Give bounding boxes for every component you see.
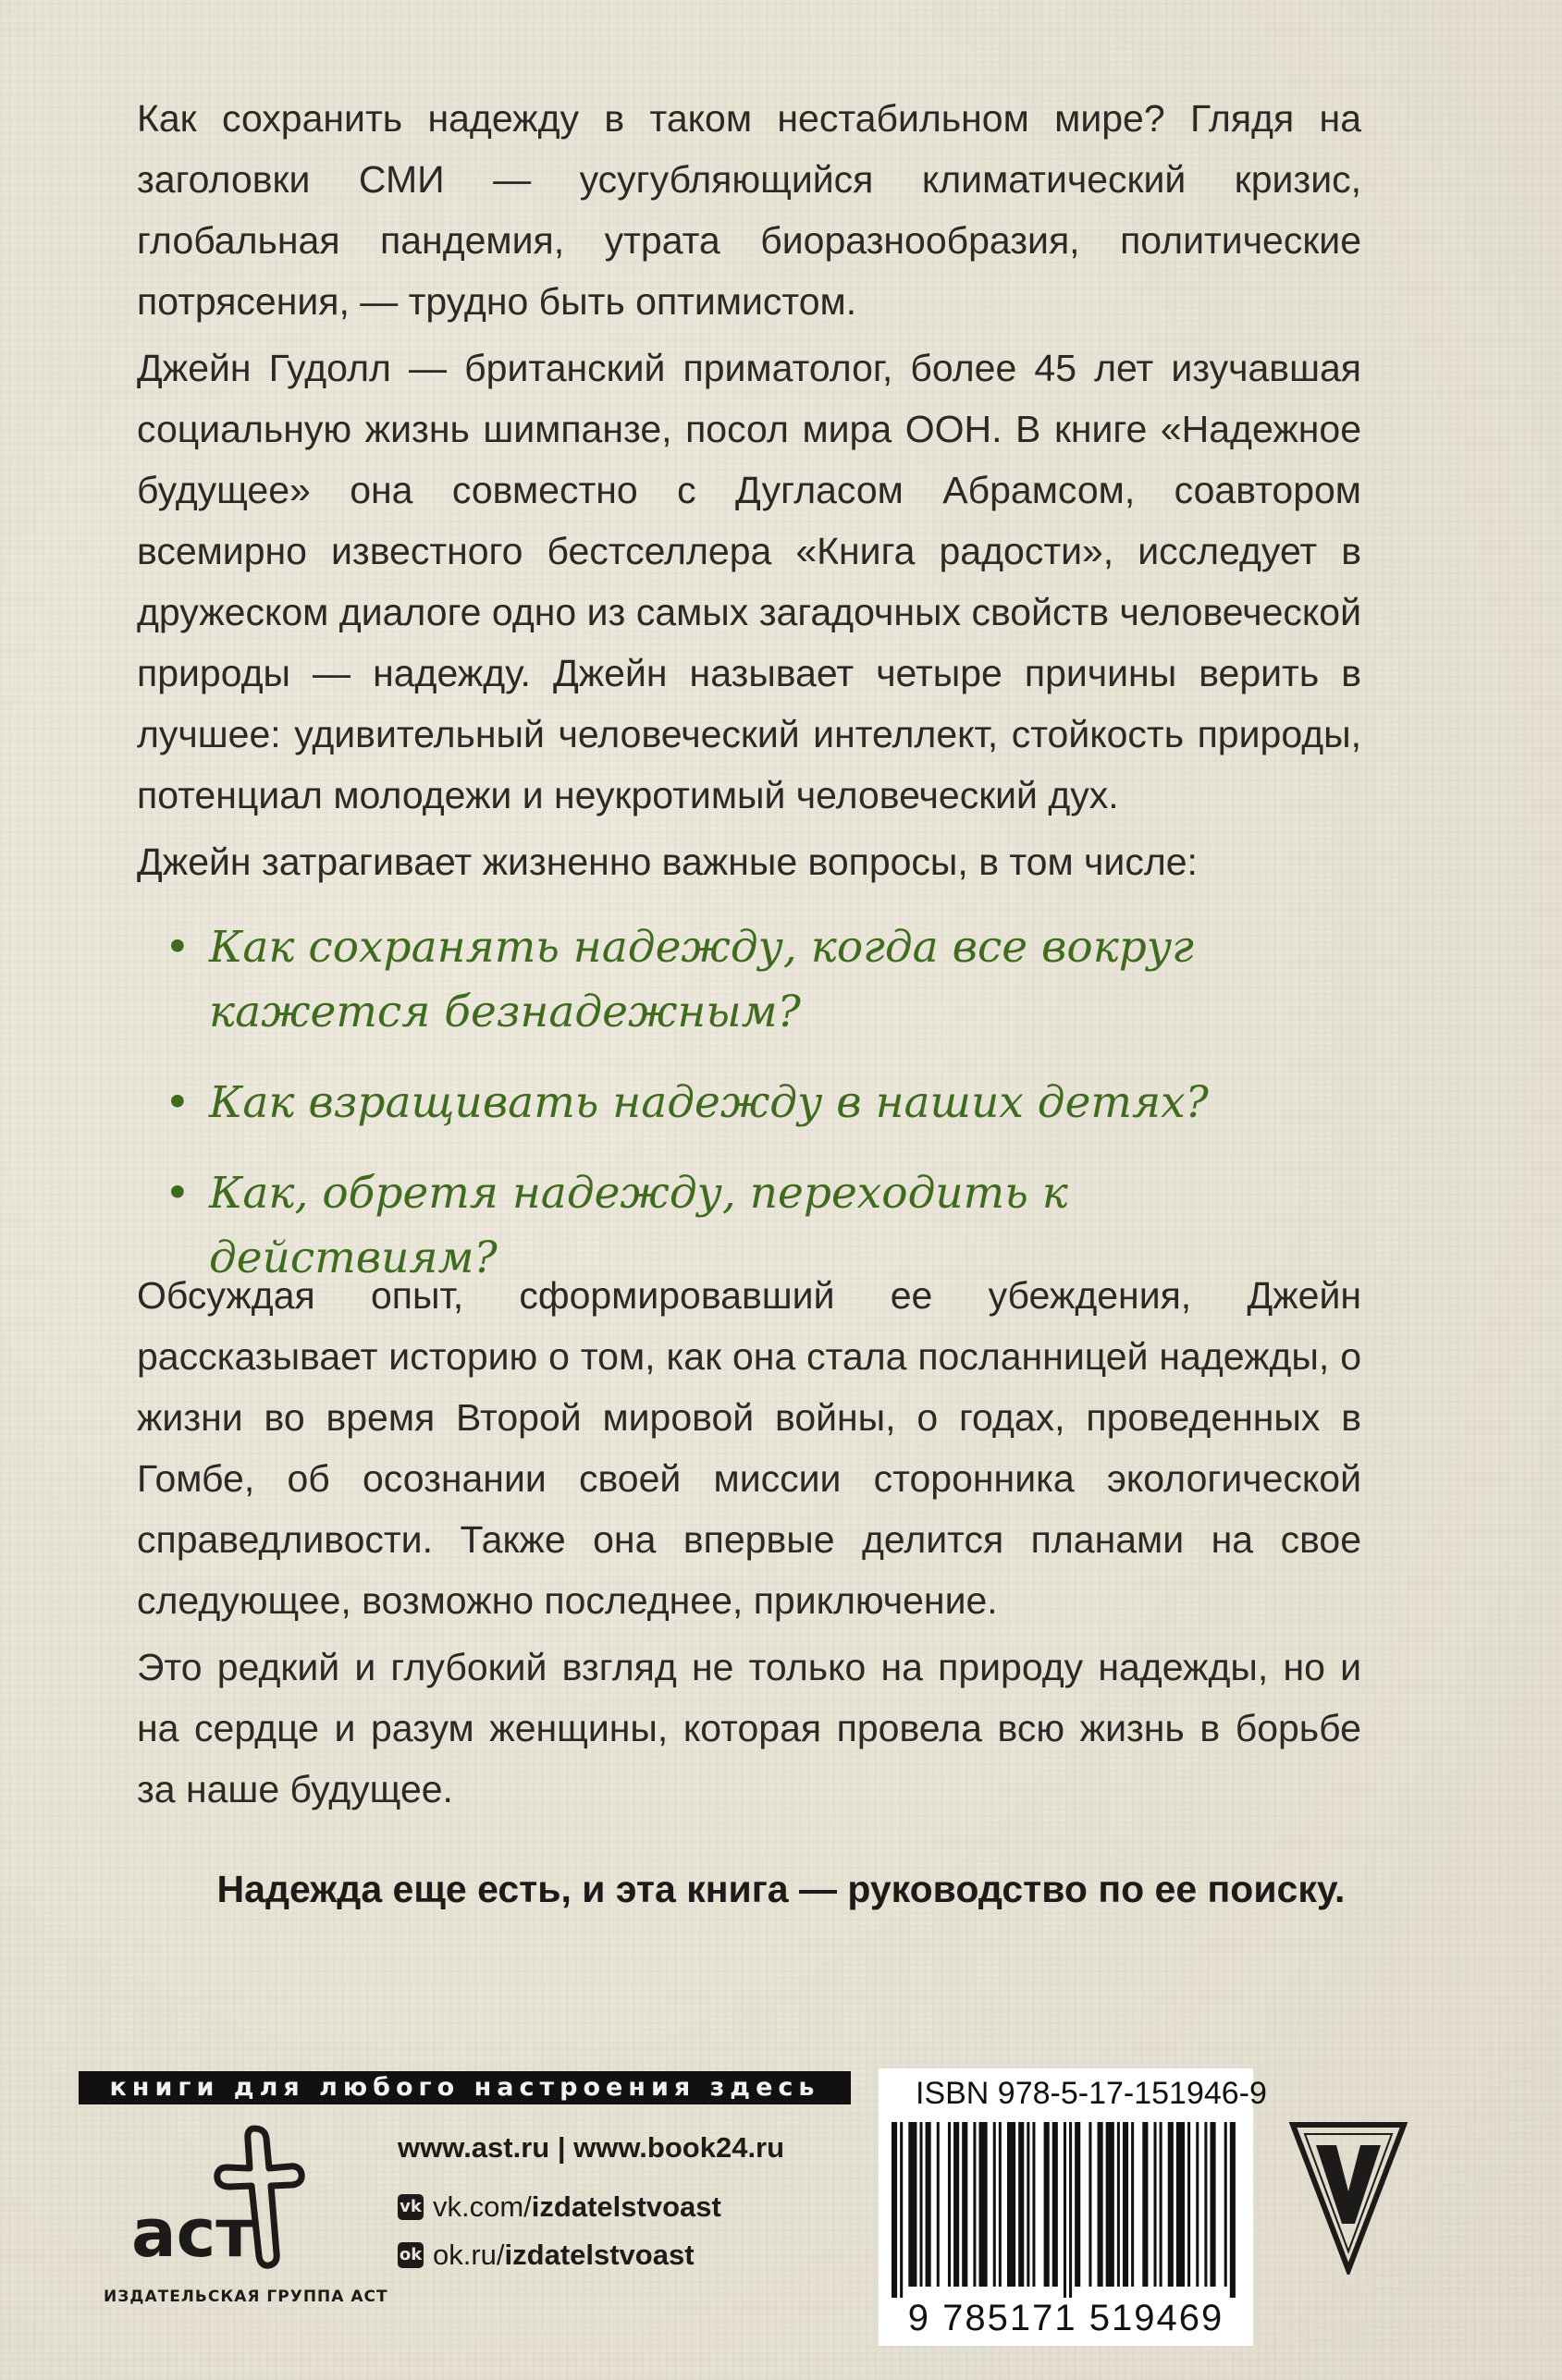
ok-handle: izdatelstvoast: [504, 2239, 695, 2271]
barcode-bar: [1088, 2122, 1091, 2287]
barcode-bar: [1098, 2122, 1103, 2287]
bullet-icon: •: [165, 1168, 191, 1219]
question-text: Как взращивать надежду в наших детях?: [209, 1077, 1209, 1128]
barcode-bar: [919, 2122, 922, 2287]
barcode-bar: [1224, 2122, 1227, 2287]
intro-paragraph: Джейн Гудолл — британский приматолог, более 45 лет изучавшая социальную жизнь шимпанзе, посол мира ООН. В книге «Надежное будущее» она совместно с Дугласом Абрамсом, соавтором всемирно известного бестселлера «Книга радости», исследует в дружеском диалоге одно из самых загадочных свойств человеческой природы — надежду. Джейн называет четыре причины верить в лучшее: удивительный человеческий интеллект, стойкость природы, потенциал молодежи и неукротимый человеческий дух.: [137, 347, 1361, 816]
barcode-bar: [892, 2122, 897, 2298]
publisher-name: ИЗДАТЕЛЬСКАЯ ГРУППА АСТ: [104, 2288, 388, 2306]
vk-prefix: vk.com/: [433, 2190, 532, 2223]
ast-logo-icon: [111, 2117, 314, 2275]
barcode-bar: [1142, 2122, 1148, 2287]
barcode-panel: [879, 2068, 1267, 2346]
barcode-bar: [999, 2122, 1002, 2287]
intro-paragraph: Как сохранить надежду в таком нестабильном мире? Глядя на заголовки СМИ — усугубляющийся климатический кризис, глобальная пандемия, утрата биоразнообразия, политические потрясения, — трудно быть оптимистом.: [137, 97, 1361, 323]
barcode-bar: [1117, 2122, 1120, 2287]
barcode-bar: [979, 2122, 988, 2287]
barcode-bar: [908, 2122, 916, 2287]
intro-paragraph: Джейн затрагивает жизненно важные вопросы, в том числе:: [137, 840, 1198, 883]
ok-prefix: ok.ru/: [433, 2239, 505, 2271]
question-text: Как сохранять надежду, когда все вокруг кажется безнадежным?: [209, 922, 1194, 1037]
barcode-bar: [1168, 2122, 1174, 2287]
barcode-bar: [1064, 2122, 1066, 2298]
barcode-bar: [1230, 2122, 1236, 2298]
barcode-bar: [1032, 2122, 1035, 2287]
body-paragraph: Это редкий и глубокий взгляд не только на природу надежды, но и на сердце и разум женщины, которая провела всю жизнь в борьбе за наше будущее.: [137, 1646, 1361, 1810]
publisher-links: [398, 2131, 784, 2285]
barcode-bar: [1075, 2122, 1080, 2287]
barcode-bar: [900, 2122, 903, 2298]
barcode-digits: 9 785171 519469: [907, 2298, 1224, 2338]
question-text: Как, обретя надежду, переходить к действиям?: [209, 1168, 1068, 1283]
bullet-icon: •: [165, 922, 191, 973]
isbn-label: ISBN 978-5-17-151946-9: [916, 2076, 1267, 2111]
bullet-icon: •: [165, 1077, 191, 1128]
barcode-bar: [1210, 2122, 1215, 2287]
barcode-bar: [1007, 2122, 1015, 2287]
barcode-bar: [953, 2122, 959, 2287]
barcode-icon: [892, 2122, 1241, 2298]
barcode-bar: [948, 2122, 951, 2287]
barcode-bar: [926, 2122, 931, 2287]
barcode-bar: [1204, 2122, 1207, 2287]
vk-link[interactable]: [398, 2189, 784, 2226]
website-links[interactable]: www.ast.ru | www.book24.ru: [398, 2131, 785, 2164]
ok-icon: ok: [398, 2242, 424, 2268]
vk-icon: vk: [398, 2194, 424, 2220]
question-item: [165, 915, 1348, 1045]
barcode-bar: [1154, 2122, 1157, 2287]
barcode-bar: [1027, 2122, 1029, 2287]
barcode-bar: [1069, 2122, 1072, 2298]
triangle-v-logo-icon: [1288, 2117, 1408, 2275]
barcode-bar: [973, 2122, 976, 2287]
barcode-bar: [1018, 2122, 1024, 2287]
barcode-bar: [1187, 2122, 1190, 2287]
question-item: [165, 1071, 1348, 1135]
questions-list: [165, 915, 1348, 1317]
tagline: Надежда еще есть, и эта книга — руководство по ее поиску.: [216, 1868, 1346, 1910]
barcode-bar: [1044, 2122, 1050, 2287]
intro-text: [137, 88, 1361, 898]
vk-handle: izdatelstvoast: [531, 2190, 721, 2223]
barcode-bar: [1106, 2122, 1114, 2287]
barcode-bar: [1160, 2122, 1162, 2287]
barcode-bar: [1176, 2122, 1185, 2287]
body-paragraph: Обсуждая опыт, сформировавший ее убеждения, Джейн рассказывает историю о том, как она стала посланницей надежды, о жизни во время Второй мировой войны, о годах, проведенных в Гомбе, об осознании своей миссии сторонника экологической справедливости. Также она впервые делится планами на свое следующее, возможно последнее, приключение.: [137, 1274, 1361, 1622]
barcode-bar: [937, 2122, 940, 2287]
logo-text: аст: [131, 2194, 254, 2272]
barcode-bar: [1131, 2122, 1134, 2287]
ok-link[interactable]: [398, 2237, 784, 2274]
barcode-bar: [1196, 2122, 1199, 2287]
barcode-bar: [962, 2122, 967, 2287]
series-bar: книги для любого настроения здесь: [79, 2071, 851, 2104]
barcode-bar: [993, 2122, 996, 2287]
body-text: [137, 1265, 1361, 1825]
barcode-bar: [1123, 2122, 1128, 2287]
barcode-bar: [1052, 2122, 1058, 2287]
